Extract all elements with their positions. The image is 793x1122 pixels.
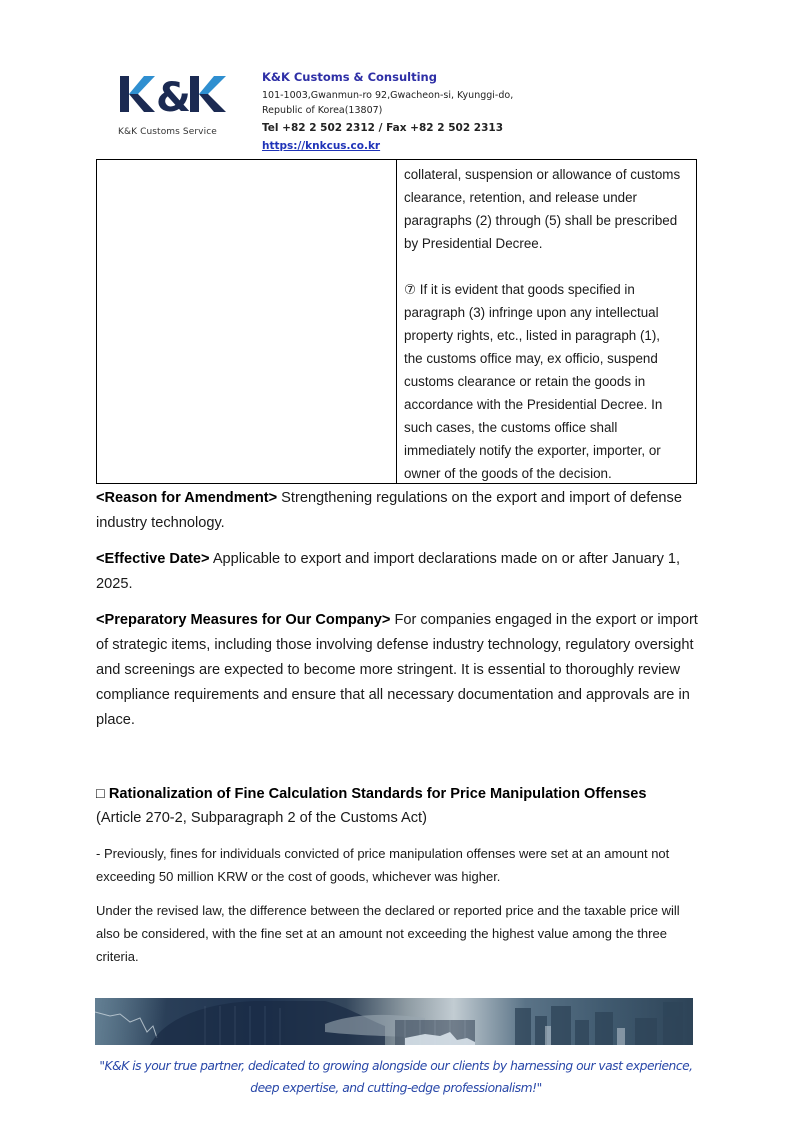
table-line: paragraph (3) infringe upon any intellectual xyxy=(404,305,659,320)
table-line: clearance, retention, and release under xyxy=(404,190,638,205)
address-line-2: Republic of Korea(13807) xyxy=(262,105,383,116)
revised-rule-paragraph: Under the revised law, the difference between the declared or reported price and the taxable price will also be considered, with the fine set at an amount not exceeding the highest value among the three criteria. xyxy=(96,903,680,964)
reason-text: Strengthening regulations on the export and import of defense industry technology. xyxy=(96,490,682,531)
address-line-1: 101-1003,Gwanmun-ro 92,Gwacheon-si, Kyunggi-do, xyxy=(262,90,514,101)
table-cell-before xyxy=(97,160,397,483)
reason-label: <Reason for Amendment> xyxy=(96,490,278,506)
table-line: the customs office may, ex officio, suspend xyxy=(404,351,658,366)
logo-subtitle: K&K Customs Service xyxy=(118,127,217,137)
table-line: property rights, etc., listed in paragraph (1), xyxy=(404,328,661,343)
preparatory-measures xyxy=(96,608,706,733)
table-line: customs clearance or retain the goods in xyxy=(404,374,646,389)
effective-date-label: <Effective Date> xyxy=(96,551,210,567)
table-line: such cases, the customs office shall xyxy=(404,420,618,435)
letterhead xyxy=(0,0,793,155)
slogan-line-2: deep expertise, and cutting-edge professionalism!" xyxy=(250,1081,542,1095)
svg-text:&: & xyxy=(156,75,189,116)
section-heading xyxy=(96,782,716,806)
company-name: K&K Customs & Consulting xyxy=(262,70,437,84)
reason-for-amendment xyxy=(96,486,706,536)
square-bullet-icon: □ xyxy=(96,786,105,802)
effective-date xyxy=(96,547,706,597)
table-cell-after xyxy=(397,160,696,483)
logo-mark xyxy=(118,72,230,124)
preparatory-label: <Preparatory Measures for Our Company> xyxy=(96,612,391,628)
company-slogan xyxy=(96,1055,696,1099)
company-website-link[interactable]: https://knkcus.co.kr xyxy=(262,140,381,152)
company-logo xyxy=(118,72,230,137)
effective-date-text: Applicable to export and import declarations made on or after January 1, 2025. xyxy=(96,551,681,592)
table-line: immediately notify the exporter, importer, or xyxy=(404,443,661,458)
table-line: collateral, suspension or allowance of customs xyxy=(404,167,681,182)
table-line: paragraphs (2) through (5) shall be prescribed xyxy=(404,213,678,228)
company-info xyxy=(262,70,582,154)
amendment-comparison-table xyxy=(96,159,697,484)
company-phone-fax: Tel +82 2 502 2312 / Fax +82 2 502 2313 xyxy=(262,122,504,134)
city-skyline-icon xyxy=(95,998,693,1045)
slogan-line-1: "K&K is your true partner, dedicated to growing alongside our clients by harnessing our vast experience, xyxy=(99,1059,693,1073)
table-line: ⑦ If it is evident that goods specified in xyxy=(404,282,635,297)
section-subtitle: (Article 270-2, Subparagraph 2 of the Customs Act) xyxy=(96,810,427,826)
section-title-text: Rationalization of Fine Calculation Standards for Price Manipulation Offenses xyxy=(108,786,647,802)
footer-banner-image xyxy=(95,998,693,1045)
paragraph-spacer xyxy=(404,255,690,278)
company-address xyxy=(262,88,582,118)
preparatory-text: For companies engaged in the export or import of strategic items, including those involving defense industry technology, regulatory oversight and screenings are expected to become more stringent. It is essential to thoroughly review compliance requirements and ensure that all necessary documentation and approvals are in place. xyxy=(96,612,698,728)
table-line: owner of the goods of the decision. xyxy=(404,466,612,481)
table-line: by Presidential Decree. xyxy=(404,236,543,251)
kk-logo-icon xyxy=(118,72,230,116)
table-line: accordance with the Presidential Decree. In xyxy=(404,397,663,412)
previous-rule-paragraph: - Previously, fines for individuals convicted of price manipulation offenses were set at an amount not exceeding 50 million KRW or the cost of goods, whichever was higher. xyxy=(96,846,670,884)
